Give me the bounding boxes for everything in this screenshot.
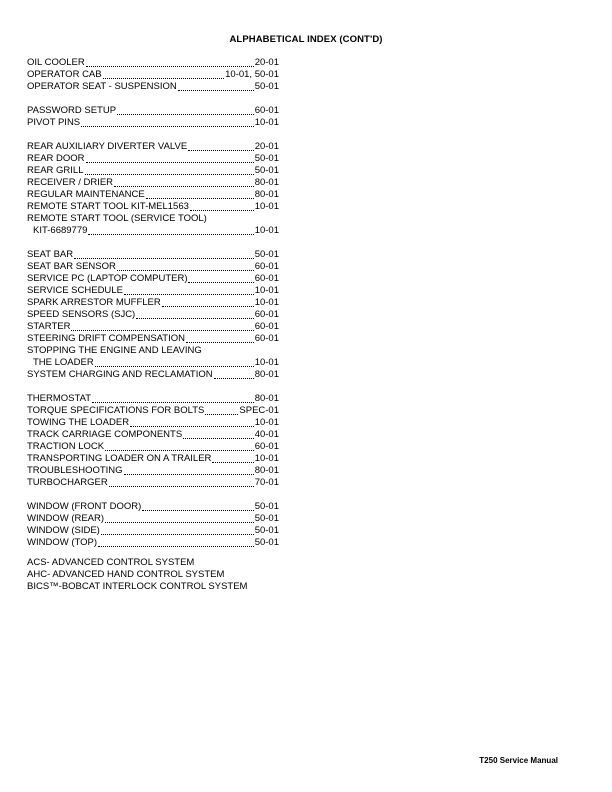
index-entry	[27, 501, 279, 513]
abbreviation-item: BICS™-BOBCAT INTERLOCK CONTROL SYSTEM	[27, 581, 248, 592]
index-entry-page: 10-01	[254, 285, 279, 296]
index-entry-label: TROUBLESHOOTING	[27, 465, 123, 476]
index-entry-page: 10-01	[254, 225, 279, 236]
index-entry-label: SEAT BAR SENSOR	[27, 261, 116, 272]
index-entry-page: 10-01	[254, 357, 279, 368]
dot-leader	[212, 453, 253, 463]
index-entry	[27, 417, 279, 429]
index-entry-label: SERVICE SCHEDULE	[27, 285, 123, 296]
index-entry-page: 60-01	[254, 105, 279, 116]
index-entry	[27, 525, 279, 537]
index-entry-page: 60-01	[254, 321, 279, 332]
index-entry-page: 10-01	[254, 417, 279, 428]
abbreviation-list	[27, 557, 247, 593]
index-entry-page: SPEC-01	[239, 405, 279, 416]
index-entry-label: SPEED SENSORS (SJC)	[27, 309, 136, 320]
index-entry	[27, 453, 279, 465]
dot-leader	[74, 249, 254, 259]
dot-leader	[114, 177, 254, 187]
index-entry	[27, 393, 279, 405]
dot-leader	[188, 141, 254, 151]
index-entry-label: TORQUE SPECIFICATIONS FOR BOLTS	[27, 405, 205, 416]
index-entry-label: OPERATOR CAB	[27, 69, 102, 80]
index-entry-label: OIL COOLER	[27, 57, 85, 68]
index-entry-page: 60-01	[254, 309, 279, 320]
index-entry-page: 60-01	[254, 261, 279, 272]
index-entry-page: 10-01	[254, 201, 279, 212]
index-entry-label: PASSWORD SETUP	[27, 105, 117, 116]
page-title: ALPHABETICAL INDEX (CONT'D)	[229, 34, 383, 45]
index-entry	[27, 357, 279, 369]
index-entry-label: TRANSPORTING LOADER ON A TRAILER	[27, 453, 212, 464]
index-entry-label: WINDOW (SIDE)	[27, 525, 100, 536]
dot-leader	[105, 513, 254, 523]
index-entry-label: REAR DOOR	[27, 153, 85, 164]
index-entry-page: 20-01	[254, 141, 279, 152]
index-group	[27, 501, 279, 549]
index-entry-label: PIVOT PINS	[27, 117, 81, 128]
index-entry-label: STARTER	[27, 321, 71, 332]
index-group	[27, 249, 279, 381]
dot-leader	[136, 309, 253, 319]
dot-leader	[88, 225, 253, 235]
dot-leader	[117, 261, 254, 271]
dot-leader	[95, 357, 254, 367]
index-group	[27, 57, 279, 93]
index-entry-label: REGULAR MAINTENANCE	[27, 189, 145, 200]
index-entry-page: 80-01	[254, 189, 279, 200]
dot-leader	[105, 441, 254, 451]
dot-leader	[86, 57, 254, 67]
index-entry-page: 50-01	[254, 501, 279, 512]
dot-leader	[109, 477, 254, 487]
manual-footer: T250 Service Manual	[479, 756, 558, 765]
index-entry	[27, 273, 279, 285]
dot-leader	[162, 297, 254, 307]
index-entry-label: TRACK CARRIAGE COMPONENTS	[27, 429, 183, 440]
index-entry-page: 50-01	[254, 513, 279, 524]
index-entry-page: 80-01	[254, 177, 279, 188]
index-entry	[27, 321, 279, 333]
index-entry-label: REAR AUXILIARY DIVERTER VALVE	[27, 141, 188, 152]
index-entry	[27, 141, 279, 153]
index-entry-label: WINDOW (TOP)	[27, 537, 98, 548]
index-entry	[27, 369, 279, 381]
dot-leader	[86, 153, 254, 163]
dot-leader	[178, 81, 254, 91]
index-group	[27, 393, 279, 489]
index-entry-label: WINDOW (REAR)	[27, 513, 105, 524]
index-entry-page: 10-01	[254, 297, 279, 308]
index-entry	[27, 537, 279, 549]
dot-leader	[188, 273, 253, 283]
index-entry-page: 50-01	[254, 537, 279, 548]
dot-leader	[130, 417, 254, 427]
index-entry-page: 50-01	[254, 153, 279, 164]
index-entry-label: OPERATOR SEAT - SUSPENSION	[27, 81, 177, 92]
index-entry	[27, 225, 279, 237]
index-entry-label: TOWING THE LOADER	[27, 417, 130, 428]
alphabetical-index	[27, 57, 279, 561]
dot-leader	[183, 429, 254, 439]
index-entry-page: 60-01	[254, 441, 279, 452]
index-entry-page: 50-01	[254, 525, 279, 536]
dot-leader	[124, 285, 254, 295]
dot-leader	[124, 465, 254, 475]
index-entry	[27, 201, 279, 213]
index-entry	[27, 165, 279, 177]
index-group	[27, 141, 279, 237]
index-entry-page: 50-01	[254, 165, 279, 176]
index-entry-page: 40-01	[254, 429, 279, 440]
dot-leader	[146, 189, 254, 199]
index-entry-label: REMOTE START TOOL KIT-MEL1563	[27, 201, 189, 212]
index-entry-page: 10-01	[254, 117, 279, 128]
index-entry-label: WINDOW (FRONT DOOR)	[27, 501, 142, 512]
index-entry-page: 10-01	[254, 453, 279, 464]
index-entry-label: REAR GRILL	[27, 165, 84, 176]
dot-leader	[190, 201, 254, 211]
dot-leader	[142, 501, 253, 511]
index-entry	[27, 81, 279, 93]
index-entry-heading: REMOTE START TOOL (SERVICE TOOL)	[27, 213, 207, 224]
index-entry	[27, 465, 279, 477]
dot-leader	[85, 165, 254, 175]
index-entry-label: TRACTION LOCK	[27, 441, 105, 452]
index-entry-label: TURBOCHARGER	[27, 477, 108, 488]
index-entry-label: SEAT BAR	[27, 249, 74, 260]
dot-leader	[205, 405, 238, 415]
index-entry	[27, 189, 279, 201]
index-entry	[27, 309, 279, 321]
dot-leader	[81, 117, 254, 127]
dot-leader	[186, 333, 254, 343]
index-entry-page: 20-01	[254, 57, 279, 68]
abbreviation-item: AHC- ADVANCED HAND CONTROL SYSTEM	[27, 569, 225, 580]
index-entry	[27, 249, 279, 261]
dot-leader	[101, 525, 254, 535]
dot-leader	[71, 321, 253, 331]
dot-leader	[117, 105, 254, 115]
index-entry	[27, 297, 279, 309]
index-entry	[27, 117, 279, 129]
abbreviation-item: ACS- ADVANCED CONTROL SYSTEM	[27, 557, 195, 568]
index-entry-label: SPARK ARRESTOR MUFFLER	[27, 297, 161, 308]
index-entry	[27, 285, 279, 297]
index-entry-page: 60-01	[254, 333, 279, 344]
index-entry-label: KIT-6689779	[33, 225, 88, 236]
index-entry-label: STEERING DRIFT COMPENSATION	[27, 333, 185, 344]
index-entry-label: RECEIVER / DRIER	[27, 177, 114, 188]
index-entry-heading: STOPPING THE ENGINE AND LEAVING	[27, 345, 202, 356]
index-entry	[27, 477, 279, 489]
index-entry	[27, 177, 279, 189]
index-entry-label: SYSTEM CHARGING AND RECLAMATION	[27, 369, 213, 380]
index-entry	[27, 261, 279, 273]
index-entry	[27, 405, 279, 417]
index-entry-page: 50-01	[254, 81, 279, 92]
index-entry	[27, 429, 279, 441]
dot-leader	[214, 369, 254, 379]
index-entry-page: 80-01	[254, 393, 279, 404]
index-entry	[27, 513, 279, 525]
index-group	[27, 105, 279, 129]
index-entry-page: 60-01	[254, 273, 279, 284]
index-entry	[27, 153, 279, 165]
index-entry	[27, 69, 279, 81]
dot-leader	[92, 393, 254, 403]
index-entry	[27, 333, 279, 345]
dot-leader	[103, 69, 225, 79]
index-entry-page: 10-01, 50-01	[225, 69, 279, 80]
dot-leader	[98, 537, 254, 547]
index-entry-label: SERVICE PC (LAPTOP COMPUTER)	[27, 273, 188, 284]
index-entry-page: 80-01	[254, 465, 279, 476]
index-entry-page: 80-01	[254, 369, 279, 380]
index-entry	[27, 57, 279, 69]
index-entry-label: THE LOADER	[33, 357, 94, 368]
index-entry-page: 50-01	[254, 249, 279, 260]
index-entry	[27, 441, 279, 453]
index-entry	[27, 105, 279, 117]
index-entry-label: THERMOSTAT	[27, 393, 92, 404]
index-entry-page: 70-01	[254, 477, 279, 488]
